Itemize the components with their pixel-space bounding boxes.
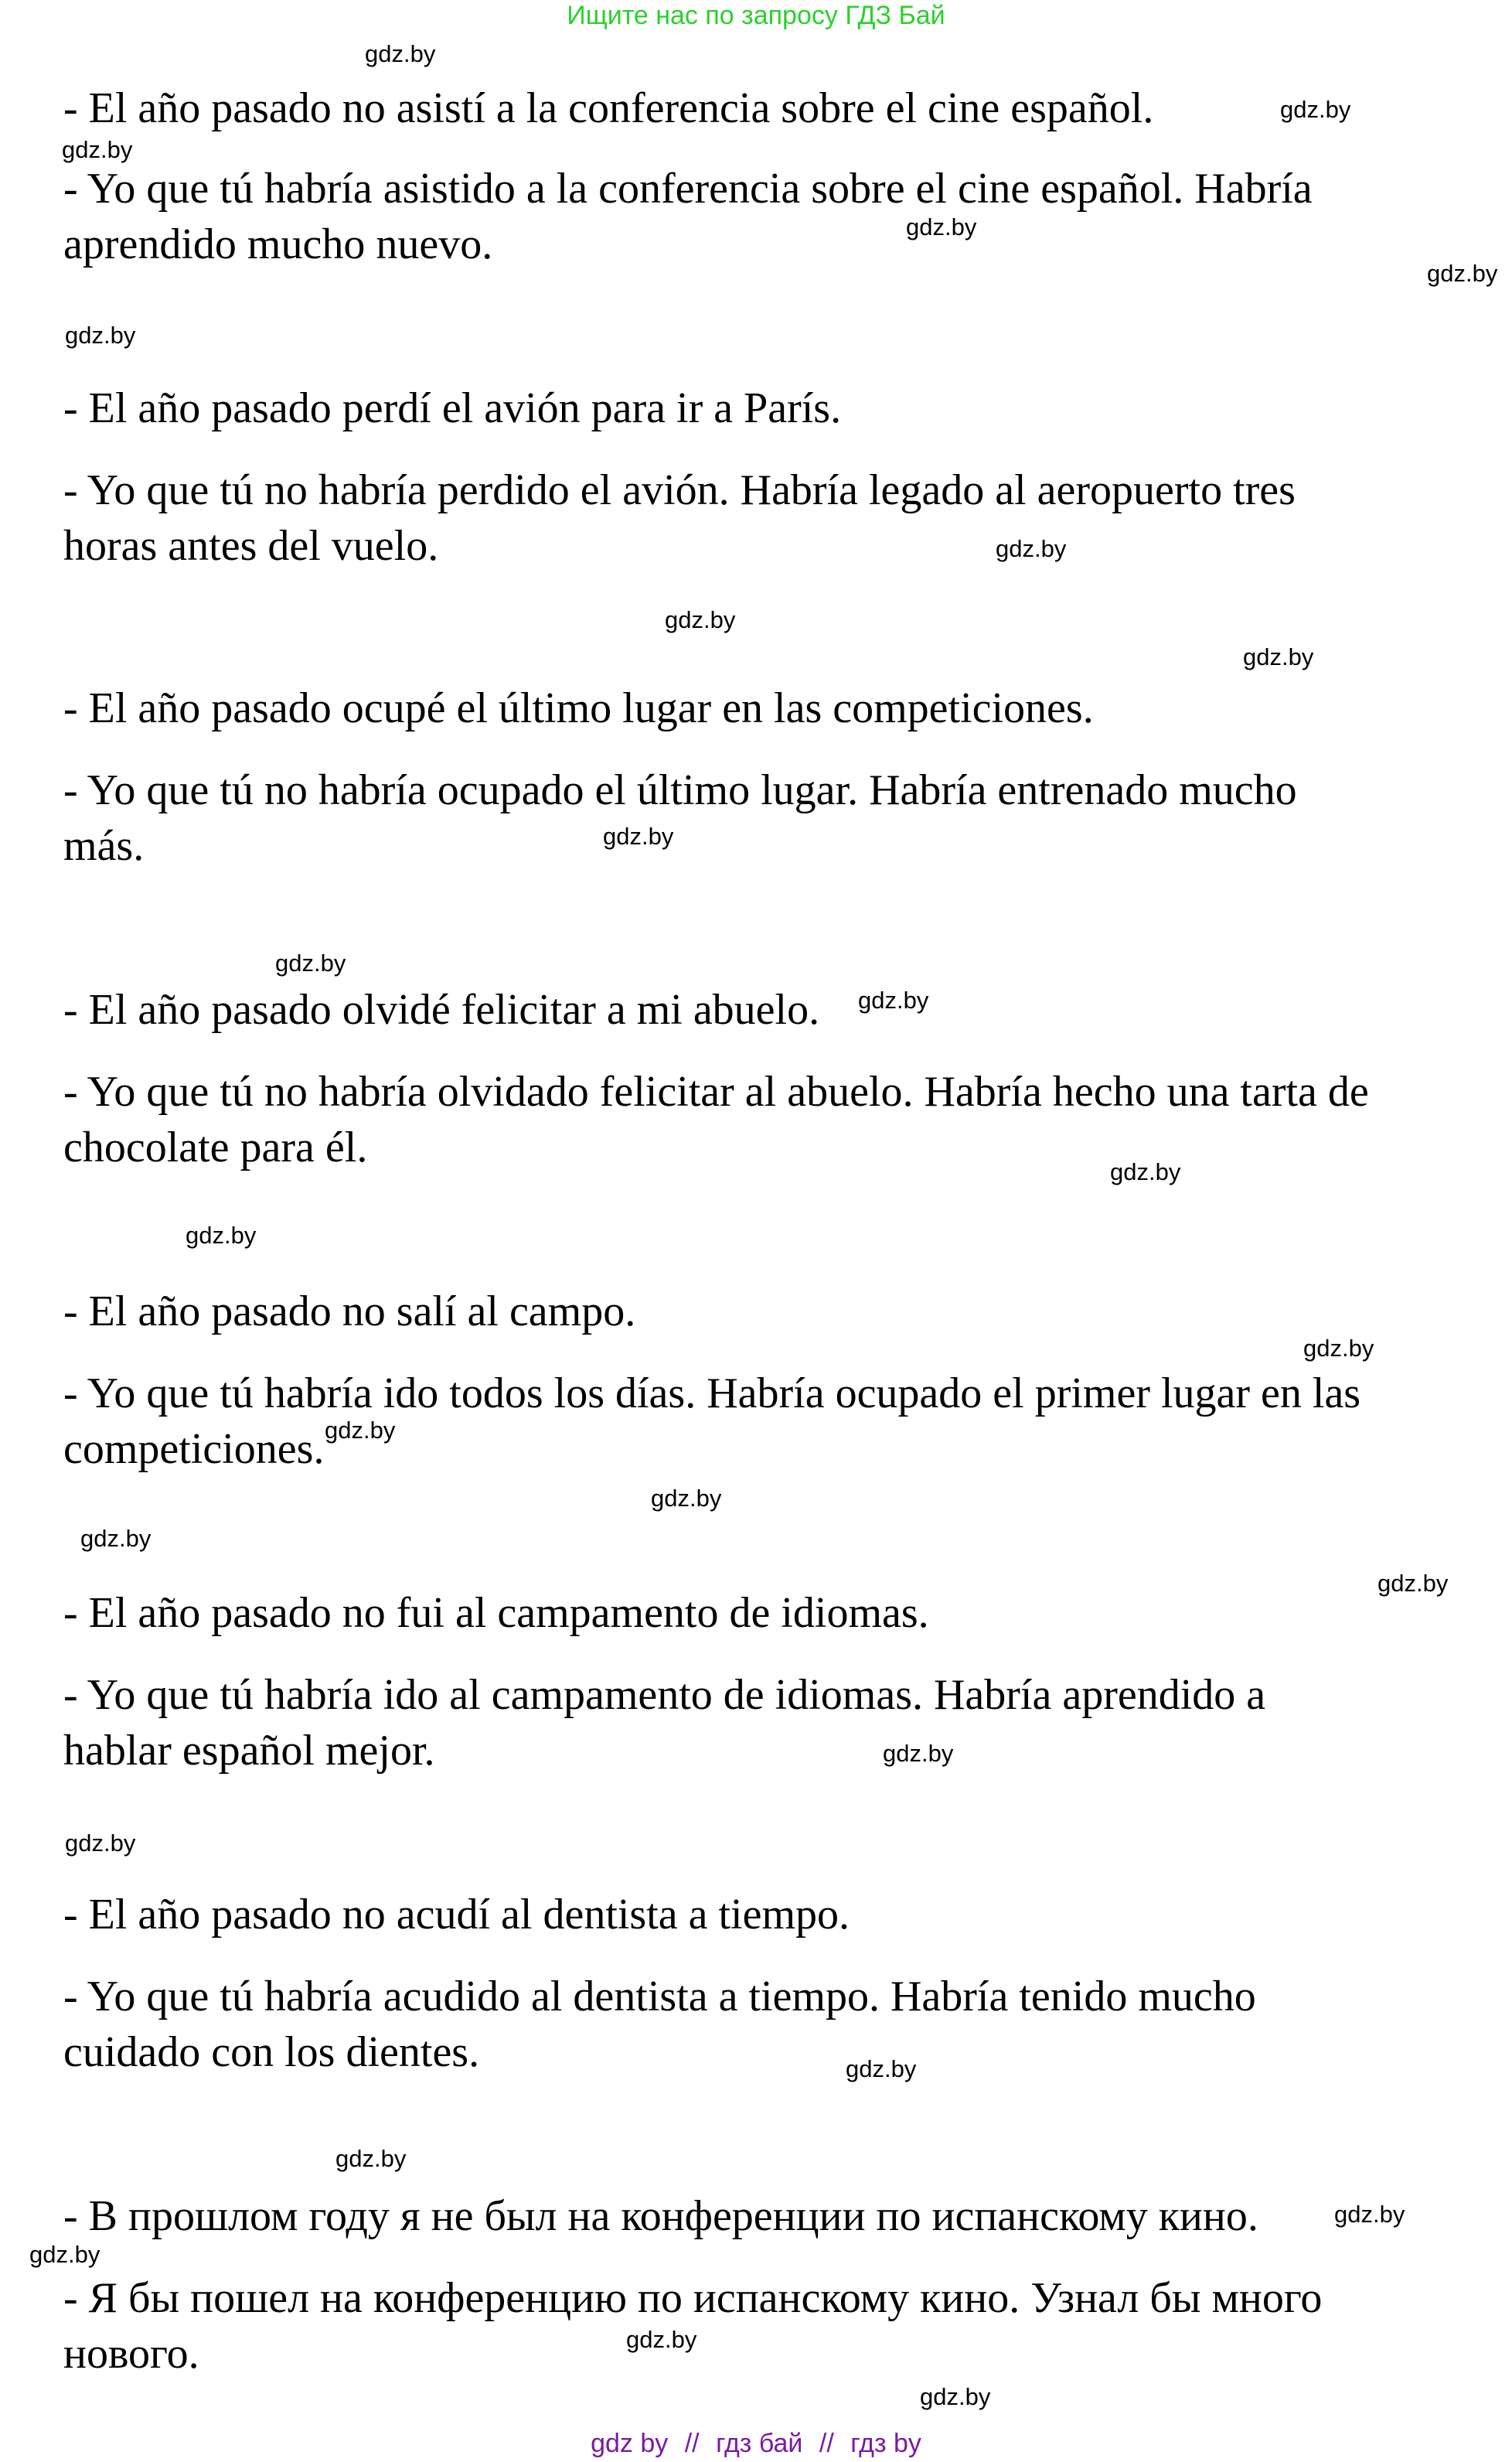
watermark: gdz.by — [626, 2326, 697, 2353]
watermark: gdz.by — [1427, 260, 1498, 287]
watermark: gdz.by — [846, 2055, 917, 2082]
watermark: gdz.by — [62, 136, 133, 163]
watermark: gdz.by — [186, 1222, 257, 1249]
dialogue-line: - Yo que tú habría ido todos los días. Habría ocupado el primer lugar en las — [63, 1369, 1361, 1417]
footer-link[interactable]: гдз by — [850, 2429, 921, 2458]
watermark: gdz.by — [1303, 1335, 1374, 1362]
dialogue-line: - El año pasado no acudí al dentista a tiempo. — [63, 1891, 850, 1939]
dialogue-line: - El año pasado ocupé el último lugar en las competiciones. — [63, 684, 1094, 732]
watermark: gdz.by — [883, 1740, 954, 1767]
watermark: gdz.by — [906, 213, 977, 240]
dialogue-line: - El año pasado olvidé felicitar a mi abuelo. — [63, 986, 820, 1034]
watermark: gdz.by — [603, 823, 674, 850]
watermark: gdz.by — [858, 987, 929, 1014]
watermark: gdz.by — [275, 950, 346, 977]
watermark: gdz.by — [1110, 1158, 1181, 1185]
dialogue-line: - El año pasado no salí al campo. — [63, 1287, 636, 1335]
dialogue-line: más. — [63, 822, 145, 870]
dialogue-line: aprendido mucho nuevo. — [63, 220, 493, 268]
dialogue-line: competiciones. — [63, 1425, 325, 1473]
watermark: gdz.by — [996, 535, 1067, 562]
watermark: gdz.by — [665, 606, 736, 633]
dialogue-line: hablar español mejor. — [63, 1727, 435, 1775]
watermark: gdz.by — [65, 1829, 136, 1857]
dialogue-line: - El año pasado no asistí a la conferencia sobre el cine español. — [63, 84, 1154, 132]
watermark: gdz.by — [1334, 2201, 1405, 2228]
footer-link[interactable]: гдз бай — [716, 2429, 803, 2458]
dialogue-line: horas antes del vuelo. — [63, 522, 439, 570]
dialogue-line: cuidado con los dientes. — [63, 2028, 480, 2076]
dialogue-line: chocolate para él. — [63, 1124, 368, 1171]
dialogue-line: - В прошлом году я не был на конференции по испанскому кино. — [63, 2192, 1258, 2240]
dialogue-line: - El año pasado no fui al campamento de idiomas. — [63, 1589, 929, 1637]
dialogue-line: - Yo que tú no habría perdido el avión. Habría legado al aeropuerto tres — [63, 466, 1296, 514]
watermark: gdz.by — [325, 1417, 396, 1444]
footer-separator: // — [684, 2429, 700, 2458]
watermark: gdz.by — [29, 2241, 100, 2268]
dialogue-line: - Yo que tú habría acudido al dentista a tiempo. Habría tenido mucho — [63, 1973, 1256, 2020]
top-banner: Ищите нас по запросу ГДЗ Бай — [567, 1, 945, 30]
watermark: gdz.by — [1280, 96, 1351, 123]
dialogue-line: - Yo que tú habría ido al campamento de idiomas. Habría aprendido a — [63, 1671, 1266, 1719]
watermark: gdz.by — [80, 1525, 152, 1552]
watermark: gdz.by — [1243, 643, 1314, 670]
watermark: gdz.by — [365, 40, 436, 67]
dialogue-line: нового. — [63, 2330, 199, 2378]
dialogue-line: - Yo que tú no habría ocupado el último lugar. Habría entrenado mucho — [63, 766, 1297, 814]
footer-separator: // — [819, 2429, 834, 2458]
watermark: gdz.by — [65, 322, 136, 349]
dialogue-line: - Yo que tú no habría olvidado felicitar al abuelo. Habría hecho una tarta de — [63, 1068, 1369, 1116]
dialogue-line: - El año pasado perdí el avión para ir a París. — [63, 384, 842, 432]
dialogue-line: - Я бы пошел на конференцию по испанскому кино. Узнал бы много — [63, 2274, 1323, 2322]
footer-links — [0, 2428, 1512, 2459]
watermark: gdz.by — [920, 2383, 991, 2410]
watermark: gdz.by — [651, 1485, 722, 1512]
watermark: gdz.by — [1377, 1570, 1449, 1597]
watermark: gdz.by — [335, 2145, 407, 2172]
footer-link[interactable]: gdz by — [591, 2429, 669, 2458]
dialogue-line: - Yo que tú habría asistido a la conferencia sobre el cine español. Habría — [63, 165, 1313, 213]
